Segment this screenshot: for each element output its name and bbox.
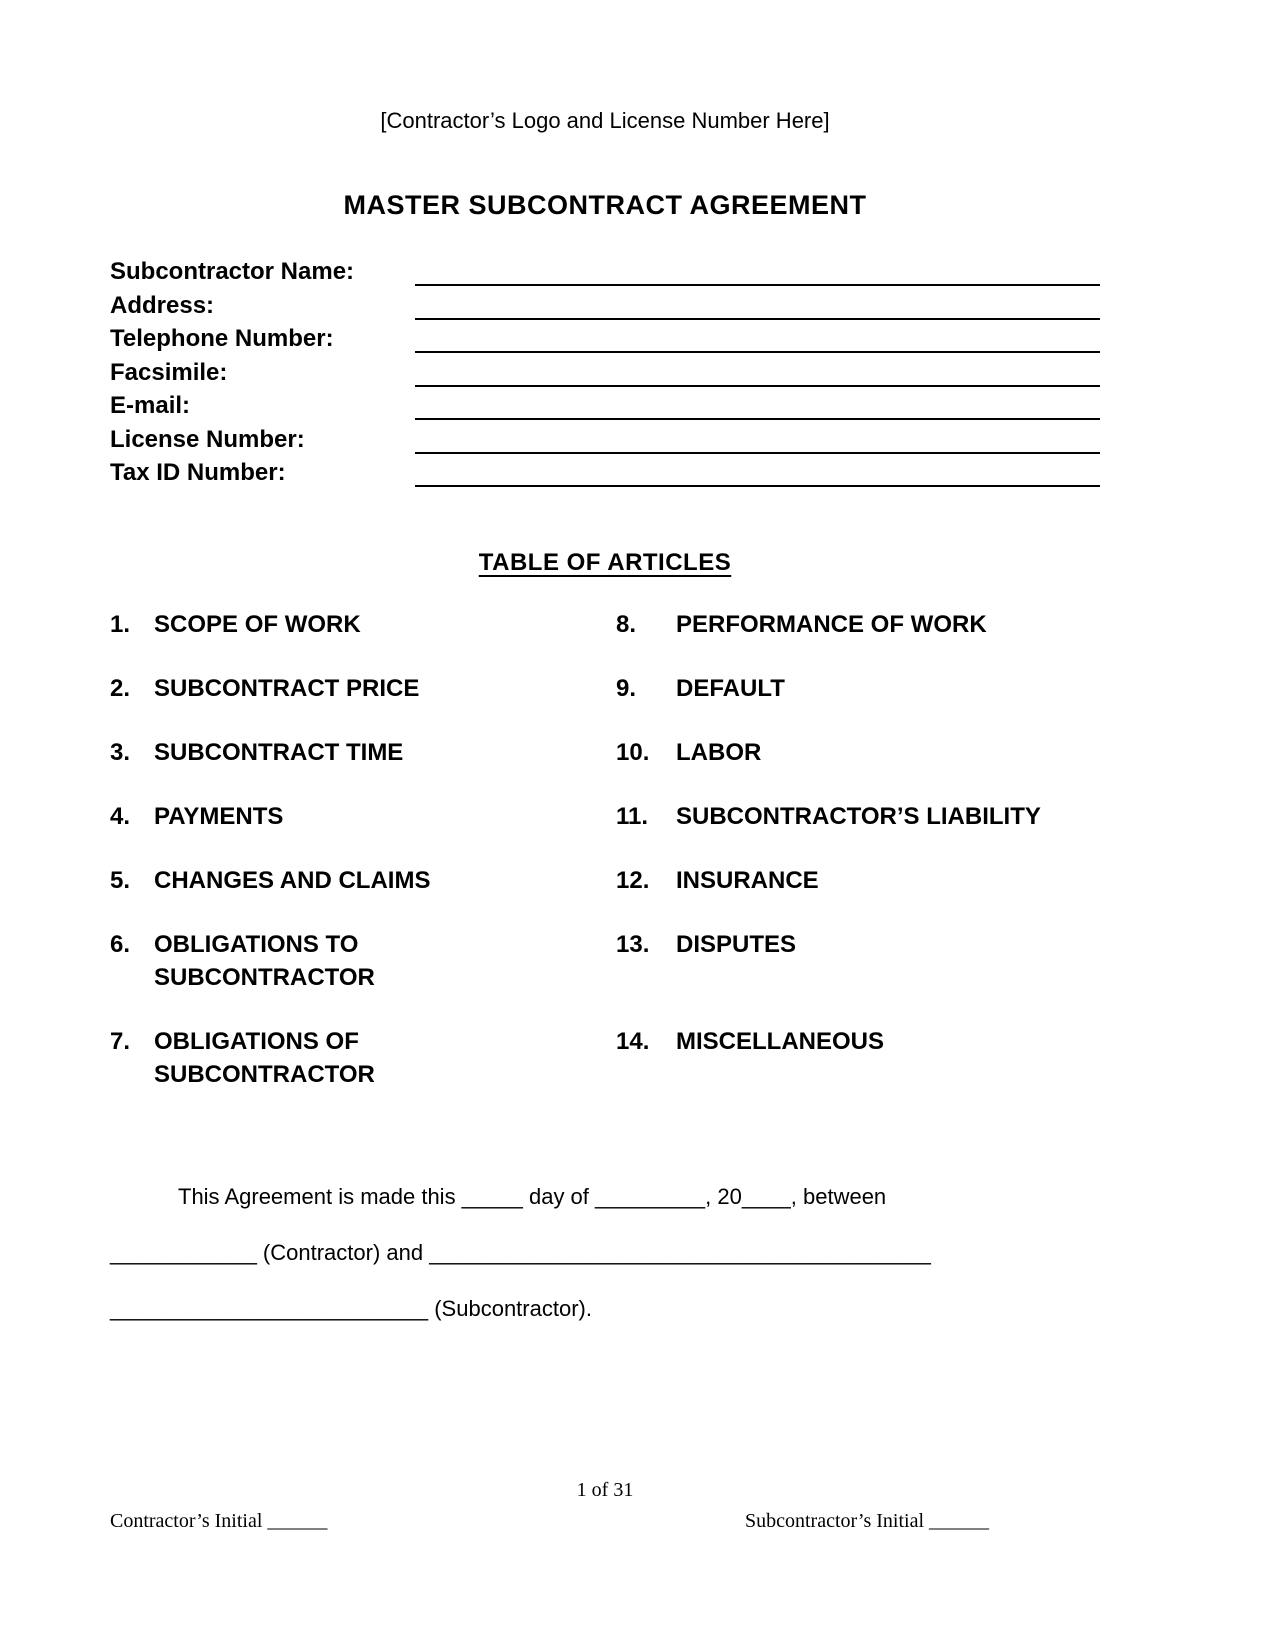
article-number: 6. [110, 930, 131, 958]
article-title [154, 928, 616, 994]
subcontractor-info-fields [110, 255, 1100, 490]
article-item-13 [616, 928, 1100, 994]
article-title: DEFAULT [676, 674, 785, 702]
agreement-line-1: This Agreement is made this _____ day of _________, 20____, between [178, 1183, 887, 1209]
field-line-telephone-number[interactable] [415, 322, 1100, 353]
document-title: MASTER SUBCONTRACT AGREEMENT [343, 190, 867, 220]
field-label-facsimile: Facsimile: [110, 358, 228, 386]
article-number: 7. [110, 1027, 131, 1055]
field-row-subcontractor-name [110, 255, 1100, 289]
field-label-subcontractor-name: Subcontractor Name: [110, 258, 355, 285]
field-row-address [110, 289, 1100, 323]
field-label-telephone-number: Telephone Number: [110, 325, 334, 352]
article-title: SUBCONTRACT TIME [154, 738, 404, 766]
article-title: PAYMENTS [154, 802, 284, 830]
article-title-line2: SUBCONTRACTOR [154, 1060, 375, 1088]
field-row-email [110, 389, 1100, 423]
article-number: 4. [110, 802, 131, 830]
article-number: 1. [110, 610, 131, 638]
article-item-5 [110, 864, 616, 897]
article-item-2 [110, 672, 616, 705]
article-item-4 [110, 800, 616, 833]
article-number: 14. [616, 1027, 650, 1055]
article-title: INSURANCE [676, 866, 819, 894]
article-title: CHANGES AND CLAIMS [154, 866, 431, 894]
article-item-1 [110, 608, 616, 641]
article-title-line1: OBLIGATIONS TO [154, 930, 359, 958]
article-title: SUBCONTRACT PRICE [154, 674, 420, 702]
article-number: 3. [110, 738, 131, 766]
article-title: PERFORMANCE OF WORK [676, 610, 987, 638]
article-item-7 [110, 1025, 616, 1091]
article-number: 13. [616, 930, 650, 958]
field-line-email[interactable] [415, 389, 1100, 420]
article-title: SUBCONTRACTOR’S LIABILITY [676, 802, 1041, 830]
article-item-14 [616, 1025, 1100, 1091]
field-row-telephone-number [110, 322, 1100, 356]
table-of-articles [110, 608, 1100, 1091]
article-item-10 [616, 736, 1100, 769]
article-title: SCOPE OF WORK [154, 610, 361, 638]
field-label-tax-id-number: Tax ID Number: [110, 459, 286, 486]
field-label-email: E-mail: [110, 392, 191, 419]
article-item-8 [616, 608, 1100, 641]
agreement-line-2: ____________ (Contractor) and _________________________________________ [110, 1239, 931, 1265]
contractor-initial: Contractor’s Initial ______ [110, 1510, 328, 1532]
table-of-articles-heading: TABLE OF ARTICLES [478, 548, 732, 576]
article-item-3 [110, 736, 616, 769]
field-label-license-number: License Number: [110, 425, 305, 453]
logo-placeholder: [Contractor’s Logo and License Number Here] [380, 108, 830, 133]
article-number: 8. [616, 610, 637, 638]
agreement-intro-paragraph [110, 1169, 1100, 1337]
article-title: MISCELLANEOUS [676, 1027, 885, 1055]
article-number: 5. [110, 866, 131, 894]
article-item-11 [616, 800, 1100, 833]
article-title [154, 1025, 616, 1091]
field-row-license-number [110, 423, 1100, 457]
field-label-address: Address: [110, 291, 215, 319]
agreement-line-3: __________________________ (Subcontractor). [110, 1295, 592, 1321]
field-row-facsimile [110, 356, 1100, 390]
subcontractor-initial: Subcontractor’s Initial ______ [745, 1510, 990, 1532]
field-line-facsimile[interactable] [415, 356, 1100, 387]
article-title-line2: SUBCONTRACTOR [154, 963, 375, 991]
article-item-12 [616, 864, 1100, 897]
article-title-line1: OBLIGATIONS OF [154, 1027, 359, 1055]
article-number: 2. [110, 674, 131, 702]
page-number: 1 of 31 [576, 1479, 634, 1501]
article-number: 9. [616, 674, 637, 702]
article-item-6 [110, 928, 616, 994]
field-line-address[interactable] [415, 289, 1100, 320]
article-item-9 [616, 672, 1100, 705]
field-line-license-number[interactable] [415, 423, 1100, 454]
field-line-subcontractor-name[interactable] [415, 255, 1100, 286]
article-number: 10. [616, 738, 650, 766]
article-number: 11. [616, 802, 649, 830]
article-title: LABOR [676, 738, 762, 766]
article-title: DISPUTES [676, 930, 797, 958]
field-row-tax-id-number [110, 456, 1100, 490]
article-number: 12. [616, 866, 650, 894]
field-line-tax-id-number[interactable] [415, 456, 1100, 487]
